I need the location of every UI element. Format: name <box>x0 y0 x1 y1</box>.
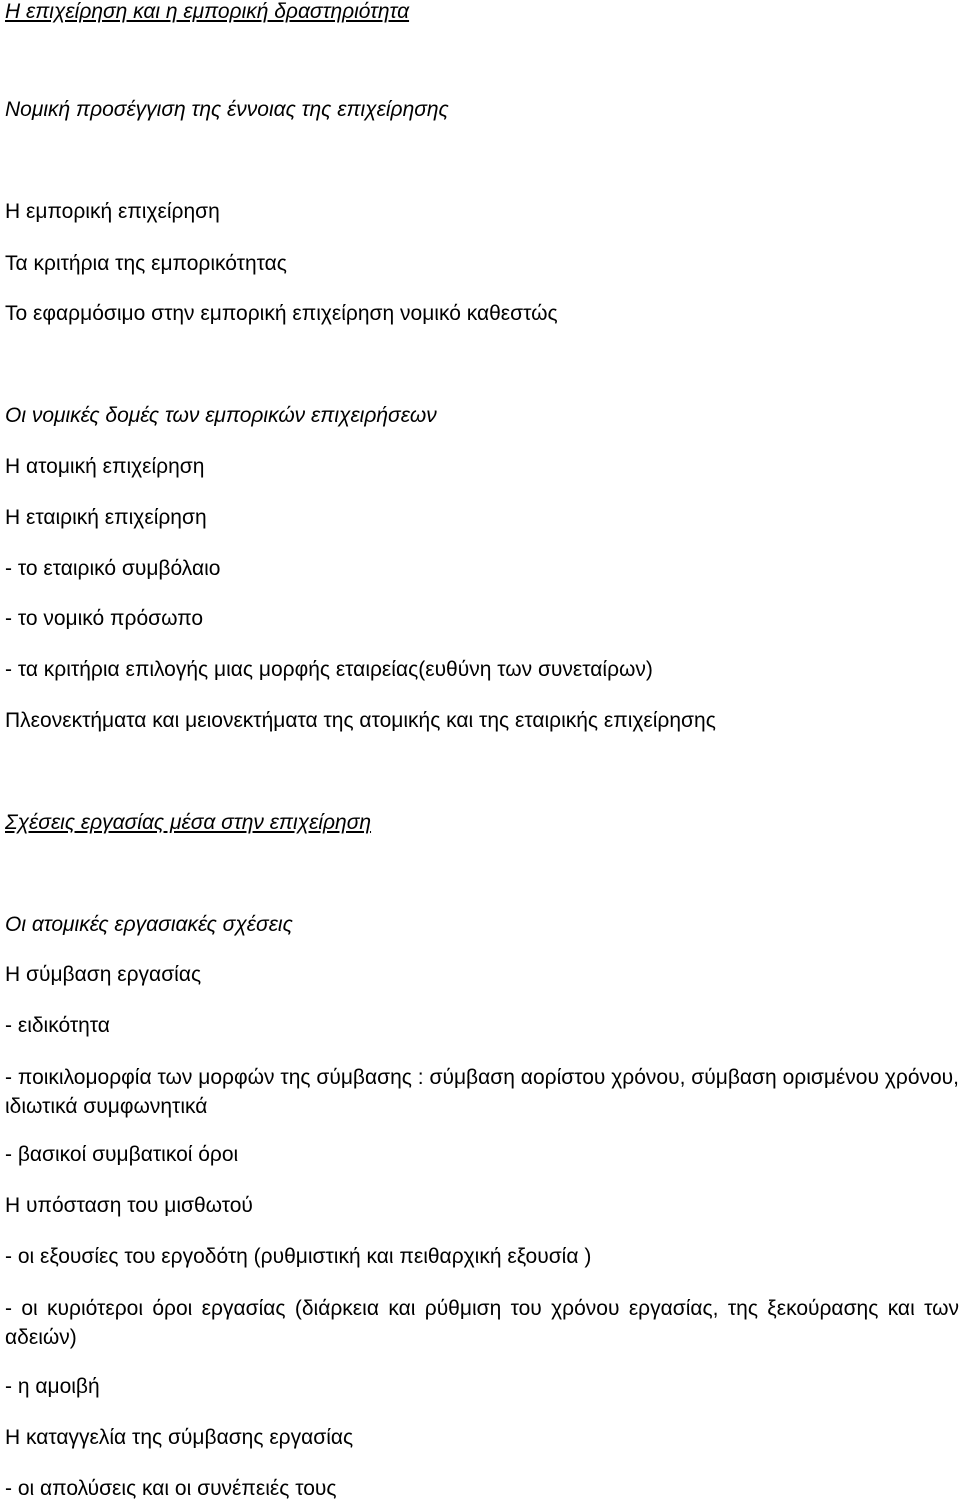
list-item: - οι εξουσίες του εργοδότη (ρυθμιστική και πειθαρχική εξουσία ) <box>5 1245 592 1268</box>
list-item: - το νομικό πρόσωπο <box>5 607 204 630</box>
list-item: - ειδικότητα <box>5 1014 110 1037</box>
list-item: - η αμοιβή <box>5 1375 100 1398</box>
list-item: - οι κυριότεροι όροι εργασίας (διάρκεια και ρύθμιση του χρόνου εργασίας, της ξεκούρασης και των αδειών) <box>5 1297 959 1349</box>
text-line: Η ατομική επιχείρηση <box>5 455 205 478</box>
list-item: - τα κριτήρια επιλογής μιας μορφής εταιρείας(ευθύνη των συνεταίρων) <box>5 658 653 681</box>
text-line: Το εφαρμόσιμο στην εμπορική επιχείρηση νομικό καθεστώς <box>5 302 558 325</box>
section-heading-legal-structures: Οι νομικές δομές των εμπορικών επιχειρήσεων <box>5 404 437 427</box>
section-title-work-relations: Σχέσεις εργασίας μέσα στην επιχείρηση <box>5 811 372 834</box>
text-line: Πλεονεκτήματα και μειονεκτήματα της ατομικής και της εταιρικής επιχείρησης <box>5 709 716 732</box>
text-line: Η σύμβαση εργασίας <box>5 963 202 986</box>
text-line: Η υπόσταση του μισθωτού <box>5 1194 253 1217</box>
list-item: - οι απολύσεις και οι συνέπειές τους <box>5 1477 337 1500</box>
list-item: - το εταιρικό συμβόλαιο <box>5 557 221 580</box>
document-title: Η επιχείρηση και η εμπορική δραστηριότητα <box>5 0 410 23</box>
text-line: Η εμπορική επιχείρηση <box>5 200 220 223</box>
list-item: - ποικιλομορφία των μορφών της σύμβασης : σύμβαση αορίστου χρόνου, σύμβαση ορισμένου χρόνου, ιδιωτικά συμφωνητικά <box>5 1066 959 1118</box>
section-heading-individual-relations: Οι ατομικές εργασιακές σχέσεις <box>5 913 293 936</box>
text-line: Η καταγγελία της σύμβασης εργασίας <box>5 1426 354 1449</box>
text-line: Τα κριτήρια της εμπορικότητας <box>5 252 287 275</box>
section-heading-legal-approach: Νομική προσέγγιση της έννοιας της επιχείρησης <box>5 98 449 121</box>
text-line: Η εταιρική επιχείρηση <box>5 506 207 529</box>
list-item: - βασικοί συμβατικοί όροι <box>5 1143 239 1166</box>
